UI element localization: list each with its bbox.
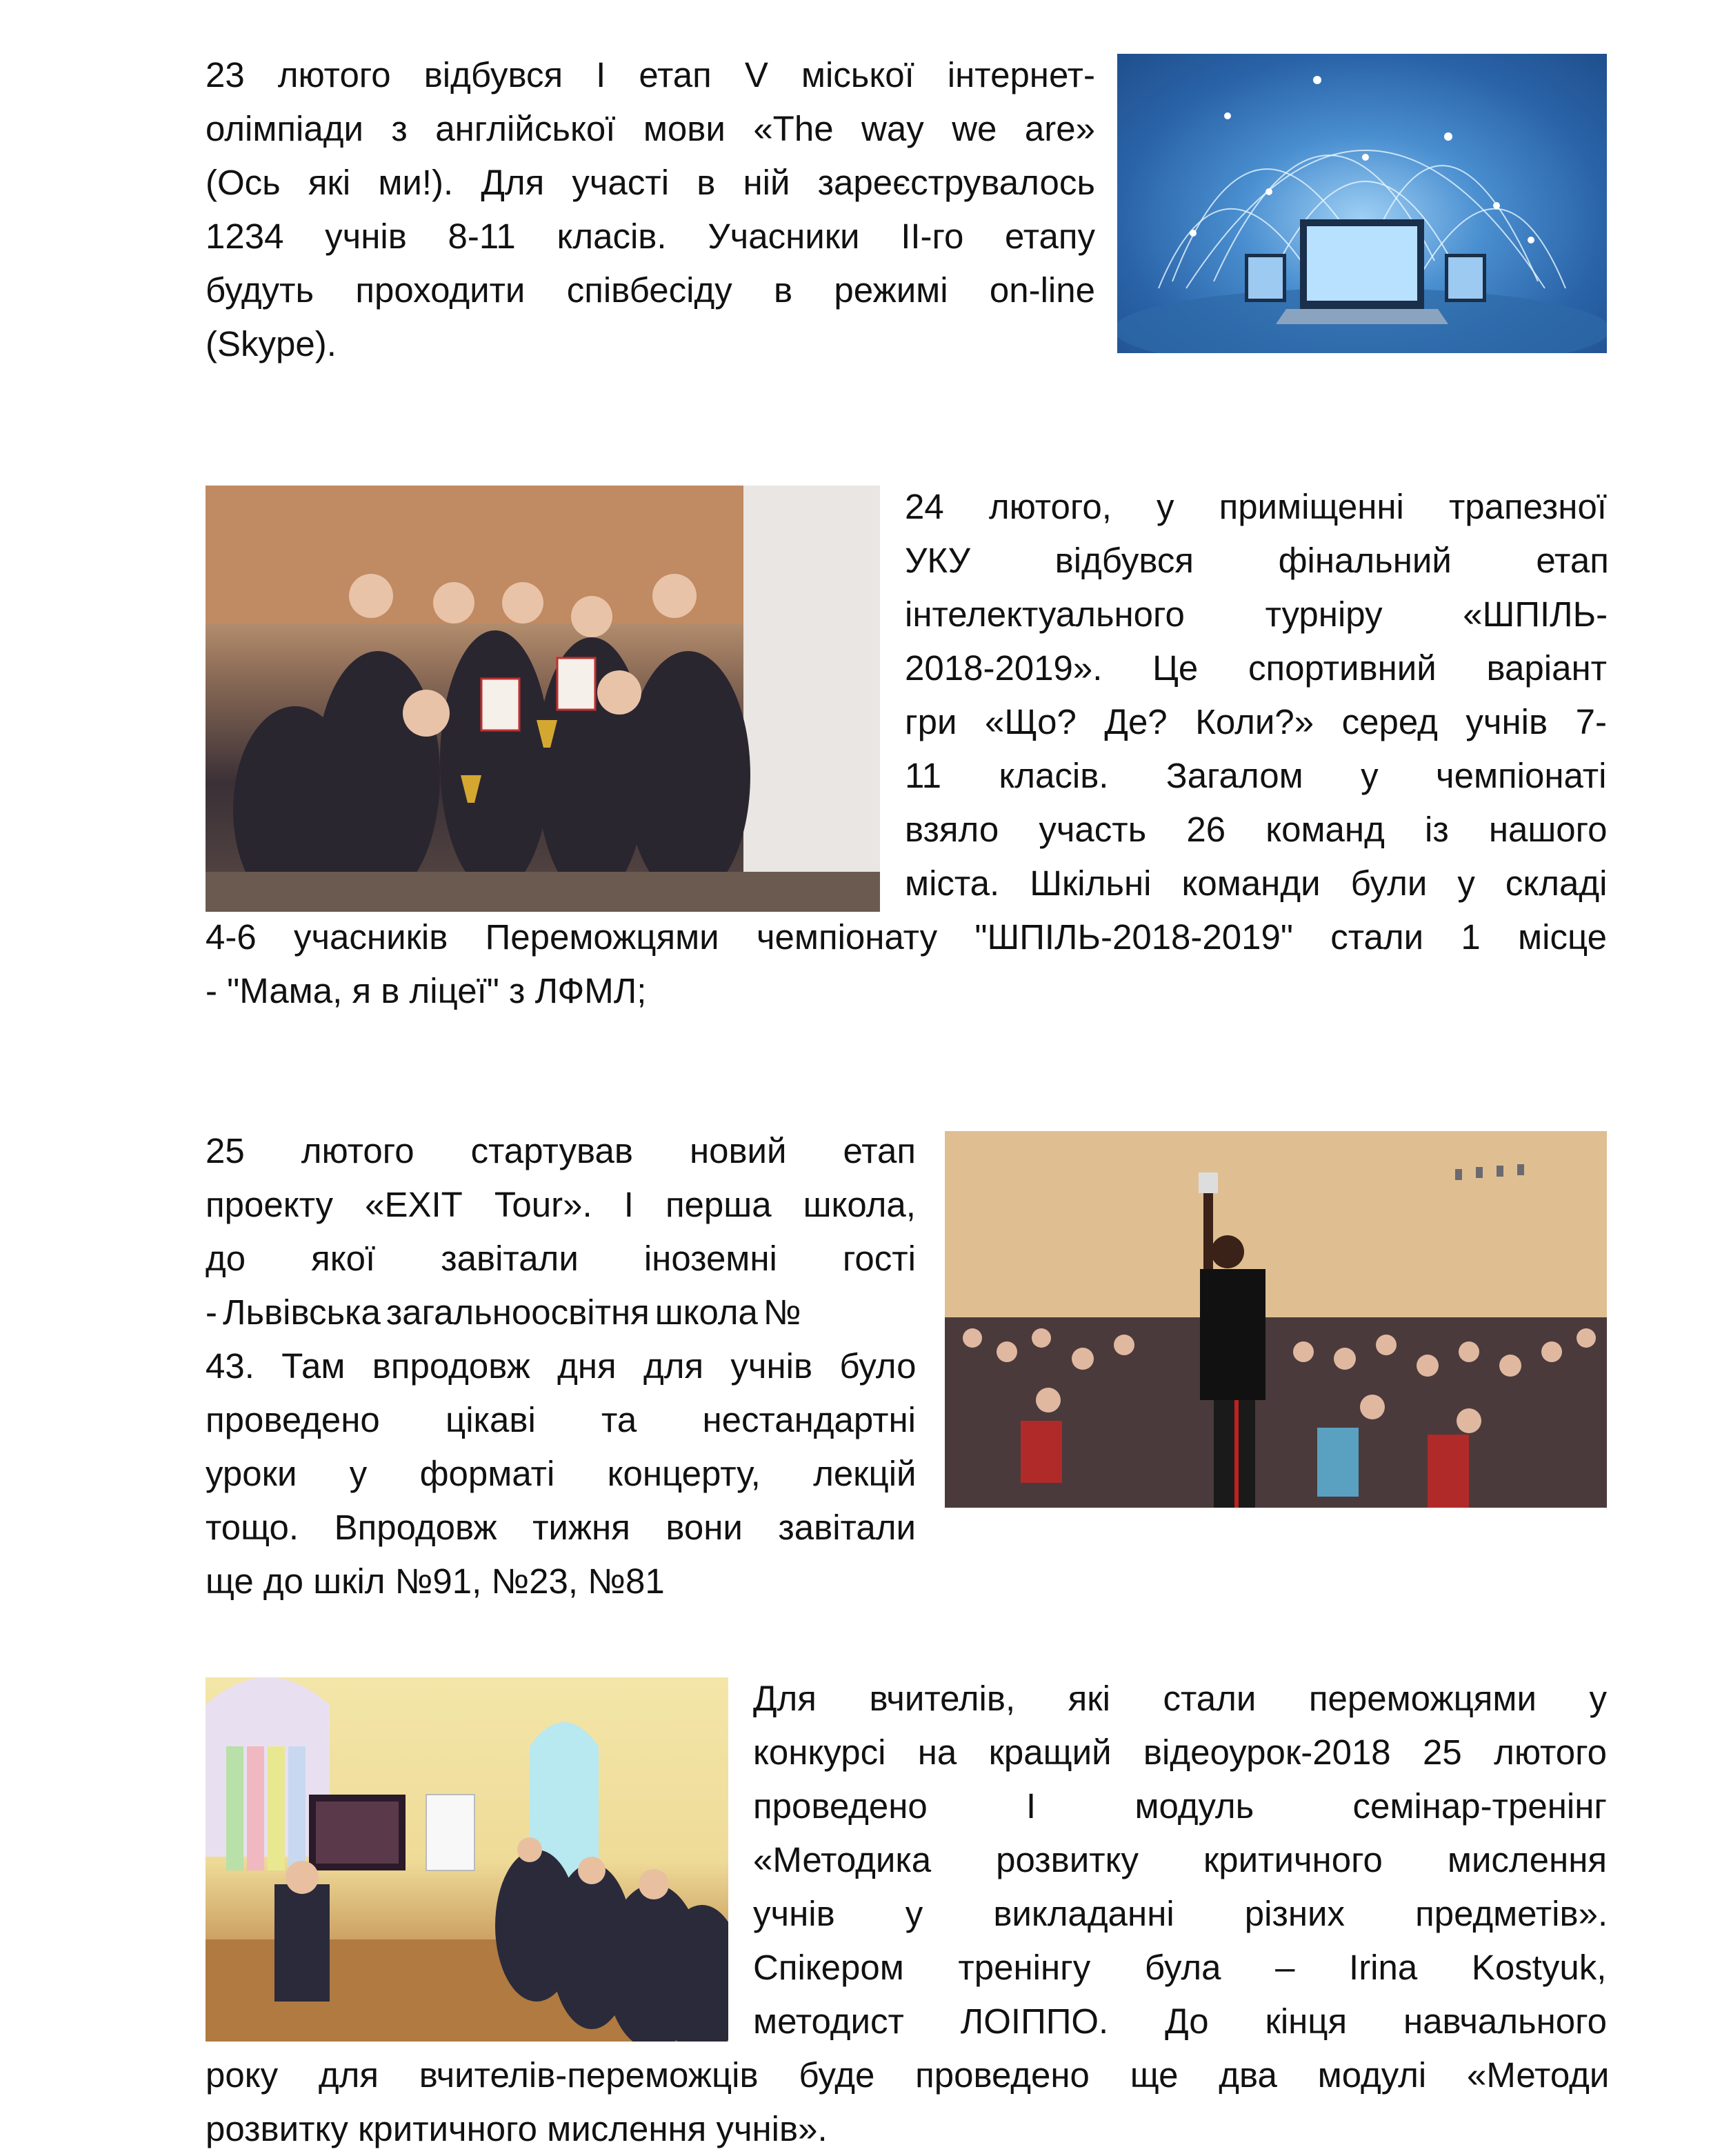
text-line: проекту «EXIT Tour». І перша школа, (206, 1185, 916, 1224)
text-line: 43. Там впродовж дня для учнів було (206, 1346, 917, 1386)
text-line: ще до шкіл №91, №23, №81 (206, 1561, 665, 1601)
text-line: розвитку критичного мислення учнів». (206, 2109, 828, 2148)
text-line: Для вчителів, які стали переможцями у (753, 1679, 1607, 1718)
text-line: року для вчителів-переможців буде проведено ще два модулі «Методи (206, 2055, 1610, 2095)
text-line: (Skype). (206, 324, 337, 363)
concert-photo-illustration (945, 1131, 1607, 1508)
network-laptops-photo (1117, 54, 1607, 353)
text-line: 2018-2019». Це спортивний варіант (905, 648, 1607, 688)
text-line: 1234 учнів 8-11 класів. Учасники ІІ-го етапу (206, 217, 1095, 256)
text-line: (Ось які ми!). Для участі в ній зареєструвалось (206, 163, 1095, 202)
text-line: Спікером тренінгу була – Irina Kostyuk, (753, 1948, 1607, 1987)
text-line: уроки у форматі концерту, лекцій (206, 1454, 917, 1493)
text-line: 25 лютого стартував новий етап (206, 1131, 916, 1170)
text-line: - "Мама, я в ліцеї" з ЛФМЛ; (206, 971, 647, 1010)
text-line: взяло участь 26 команд із нашого (905, 810, 1608, 849)
text-line: методист ЛОІППО. До кінця навчального (753, 2002, 1607, 2041)
network-illustration (1117, 54, 1607, 353)
text-line: учнів у викладанні різних предметів». (753, 1894, 1608, 1933)
text-line: проведено І модуль семінар-тренінг (753, 1786, 1607, 1826)
text-line: олімпіади з англійської мови «The way we are» (206, 109, 1095, 148)
text-line: 24 лютого, у приміщенні трапезної (905, 487, 1607, 526)
text-line: міста. Шкільні команди були у складі (905, 864, 1608, 903)
paragraph-teachers-seminar (206, 1672, 1610, 2156)
text-line: 23 лютого відбувся І етап V міської інтернет- (206, 55, 1095, 94)
text-line: до якої завітали іноземні гості (206, 1239, 916, 1278)
text-line: 11 класів. Загалом у чемпіонаті (905, 756, 1607, 795)
text-line: будуть проходити співбесіду в режимі on-line (206, 270, 1095, 310)
text-line: 4-6 учасників Переможцями чемпіонату "ШПІЛЬ-2018-2019" стали 1 місце (206, 917, 1607, 957)
paragraph-tournament (206, 480, 1607, 1018)
text-line: інтелектуального турніру «ШПІЛЬ- (905, 595, 1608, 634)
paragraph-olympiad (206, 48, 1095, 371)
text-line: гри «Що? Де? Коли?» серед учнів 7- (905, 702, 1607, 741)
text-line: проведено цікаві та нестандартні (206, 1400, 916, 1439)
text-line: - Львівська загальноосвітня школа № (206, 1292, 801, 1332)
text-line: тощо. Впродовж тижня вони завітали (206, 1508, 916, 1547)
paragraph-exit-tour (206, 1124, 916, 1608)
text-line: конкурсі на кращий відеоурок-2018 25 лютого (753, 1733, 1607, 1772)
concert-photo (945, 1131, 1607, 1508)
text-line: «Методика розвитку критичного мислення (753, 1840, 1607, 1879)
text-line: УКУ відбувся фінальний етап (905, 541, 1609, 580)
